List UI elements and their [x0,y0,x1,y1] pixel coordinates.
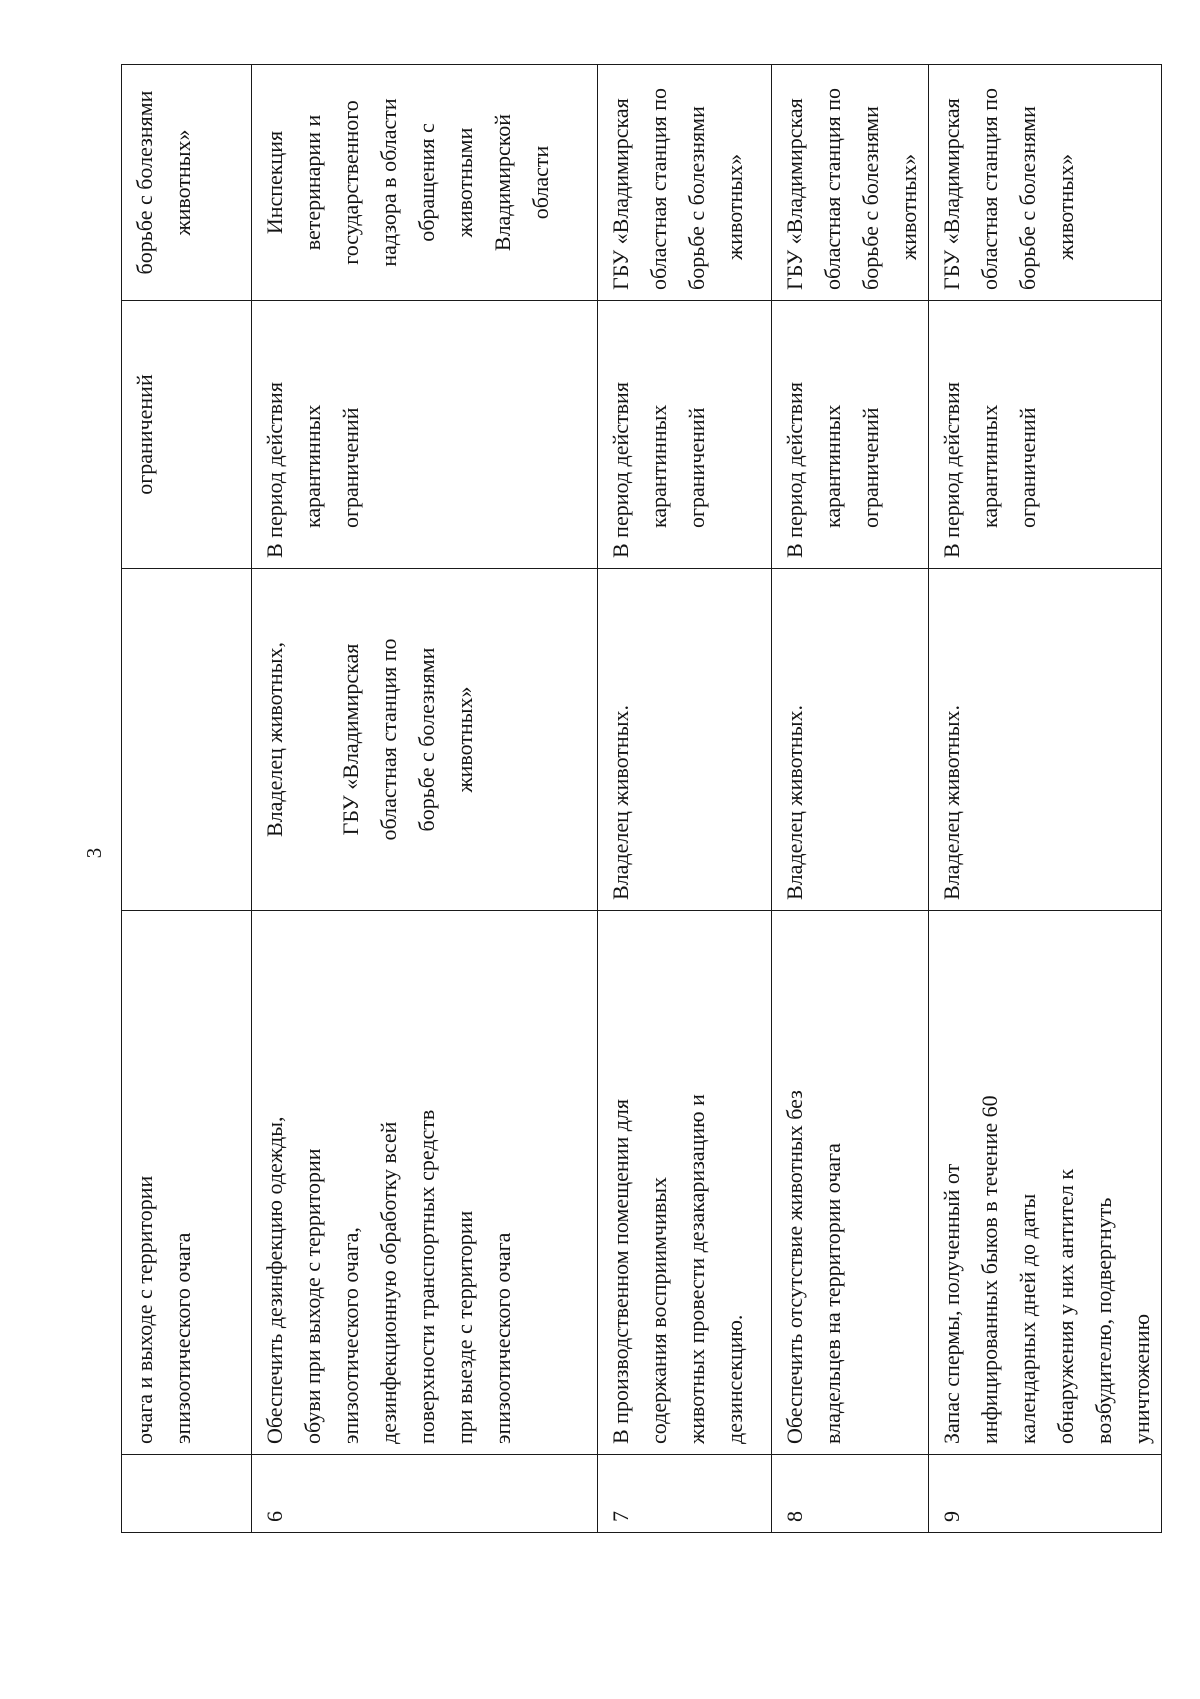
control-line: областная станция по [977,87,1002,290]
row-number-cell: 8 [772,1455,929,1533]
control-line: борьбе с болезнями [1015,106,1040,290]
executor-line: Владелец животных, [262,642,287,837]
control-cell [929,65,1162,301]
period-line: ограничений [684,407,709,528]
table-row-continuation [122,65,252,1533]
executor-line: ГБУ «Владимирская [338,643,363,836]
action-cell [598,911,772,1455]
action-line: эпизоотического очага [490,1232,515,1444]
executor-cell [772,569,929,911]
table-row-9 [929,65,1162,1533]
rotated-table-wrapper [121,65,1154,1533]
period-line: В период действия [782,382,807,558]
row-number-cell: 6 [252,1455,598,1533]
control-line: области [528,145,553,220]
period-line: карантинных [977,404,1002,528]
period-cell [929,301,1162,569]
control-line: животных» [170,129,195,236]
action-line: при выезде с территории [452,1210,477,1444]
action-line: Запас спермы, полученный от [939,1163,964,1444]
table-row-7 [598,65,772,1533]
executor-line: Владелец животных. [782,705,807,900]
measures-table [121,64,1162,1533]
control-line: Инспекция [262,130,287,235]
control-line: областная станция по [820,87,845,290]
control-line: Владимирской [490,113,515,252]
executor-line: Владелец животных. [939,705,964,900]
action-line: календарных дней до даты [1015,1193,1040,1444]
row-number-cell [122,1455,252,1533]
period-line: ограничений [858,407,883,528]
period-line: карантинных [300,404,325,528]
control-line: государственного [338,100,363,265]
period-cell [772,301,929,569]
action-line: дезинфекционную обработку всей [376,1121,401,1444]
executor-cell [252,569,598,911]
control-cell [598,65,772,301]
period-line: ограничений [1015,407,1040,528]
action-cell [252,911,598,1455]
control-line: обращения с [414,123,439,242]
control-line: борьбе с болезнями [132,90,157,275]
action-cell [929,911,1162,1455]
page-number: 3 [82,847,106,859]
action-line: содержания восприимчивых [646,1176,671,1444]
period-cell [598,301,772,569]
control-cell [252,65,598,301]
period-line: ограничений [338,407,363,528]
period-line: карантинных [646,404,671,528]
action-cell [772,911,929,1455]
action-cell [122,911,252,1455]
control-line: областная станция по [646,87,671,290]
control-line: надзора в области [376,98,401,267]
control-line: животных» [722,153,747,260]
period-line: В период действия [608,382,633,558]
action-line: владельцев на территории очага [820,1143,845,1444]
control-line: ветеринарии и [300,114,325,251]
action-line: эпизоотического очага, [338,1227,363,1444]
action-line: обуви при выходе с территории [300,1148,325,1444]
control-line: борьбе с болезнями [858,106,883,290]
control-line: животных» [1053,153,1078,260]
control-line: ГБУ «Владимирская [608,98,633,290]
table-row-8 [772,65,929,1533]
period-line: В период действия [262,382,287,558]
action-line: животных провести дезакаризацию и [684,1094,709,1444]
control-line: животными [452,127,477,238]
period-line: В период действия [939,382,964,558]
action-line: Обеспечить отсутствие животных без [782,1090,807,1444]
period-cell [252,301,598,569]
executor-cell [122,569,252,911]
control-line: ГБУ «Владимирская [939,98,964,290]
executor-line: борьбе с болезнями [414,647,439,832]
control-cell [122,65,252,301]
control-line: животных» [896,153,921,260]
action-line: очага и выходе с территории [132,1175,157,1444]
action-line: инфицированных быков в течение 60 [977,1095,1002,1444]
row-number-cell: 9 [929,1455,1162,1533]
period-line: карантинных [820,404,845,528]
period-cell [122,301,252,569]
executor-line: областная станция по [376,638,401,841]
table-row-6 [252,65,598,1533]
action-line: уничтожению [1129,1313,1154,1444]
executor-cell [929,569,1162,911]
executor-cell [598,569,772,911]
period-line: ограничений [132,374,157,495]
action-line: дезинсекцию. [722,1314,747,1444]
action-line: обнаружения у них антител к [1053,1168,1078,1444]
executor-line: Владелец животных. [608,705,633,900]
control-cell [772,65,929,301]
action-line: эпизоотического очага [170,1232,195,1444]
control-line: борьбе с болезнями [684,106,709,290]
row-number-cell: 7 [598,1455,772,1533]
control-line: ГБУ «Владимирская [782,98,807,290]
executor-line: животных» [452,686,477,793]
action-line: поверхности транспортных средств [414,1109,439,1444]
action-line: Обеспечить дезинфекцию одежды, [262,1116,287,1444]
action-line: В производственном помещении для [608,1098,633,1444]
action-line: возбудителю, подвергнуть [1091,1197,1116,1444]
